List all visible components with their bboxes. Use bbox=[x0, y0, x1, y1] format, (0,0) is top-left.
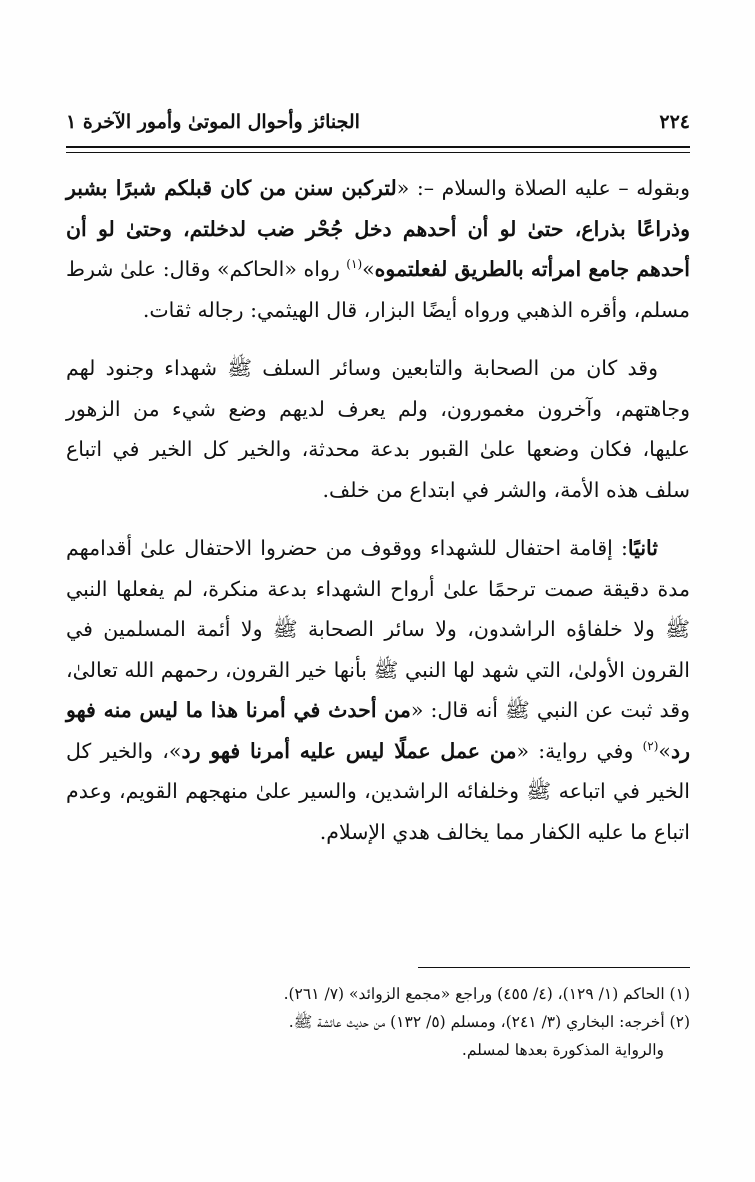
footnote-ref: (١) bbox=[346, 257, 363, 272]
paragraph-hadith bbox=[66, 168, 690, 330]
running-title: الجنائز وأحوال الموتىٰ وأمور الآخرة ١ bbox=[66, 111, 360, 133]
paragraph-salaf: وقد كان من الصحابة والتابعين وسائر السلف ﷺ شهداء وجنود لهم وجاهتهم، وآخرون مغمورون، ولم يعرف لديهم وضع شيء من الزهور عليها، فكان وضعها علىٰ القبور بدعة محدثة، والخير كل الخير في اتباع سلف هذه الأمة، والشر في ابتداع من خلف. bbox=[66, 356, 690, 502]
page-number: ٢٢٤ bbox=[659, 111, 690, 133]
text-run: : إقامة احتفال للشهداء ووقوف من حضروا الاحتفال علىٰ أقدامهم مدة دقيقة صمت ترحمًا علىٰ أرواح الشهداء بدعة منكرة، لم يفعلها النبي ﷺ ولا خلفاؤه الراشدون، ولا سائر الصحابة ﷺ ولا أئمة المسلمين في القرون الأولىٰ، التي شهد لها النبي ﷺ بأنها خير القرون، رحمهم الله تعالىٰ، وقد ثبت عن النبي ﷺ أنه قال: « bbox=[66, 536, 690, 722]
text-run: » bbox=[658, 738, 671, 763]
point-label: ثانيًا bbox=[627, 536, 658, 560]
footnote-2-continued: والرواية المذكورة بعدها لمسلم. bbox=[461, 1041, 664, 1059]
header-rule-thin bbox=[66, 152, 690, 153]
text-run: » bbox=[362, 257, 375, 281]
hadith-quote: من عمل عملًا ليس عليه أمرنا فهو رد bbox=[181, 738, 517, 763]
main-text bbox=[66, 168, 690, 852]
footnote-separator bbox=[418, 967, 690, 968]
text-run: رواه «الحاكم» وقال: علىٰ شرط مسلم، وأقره الذهبي ورواه أيضًا البزار، قال الهيثمي: رجاله ثقات. bbox=[66, 257, 690, 322]
footnote-ref: (٢) bbox=[642, 738, 659, 753]
footnote-1: (١) الحاكم (١/ ١٢٩)، (٤/ ٤٥٥) وراجع «مجمع الزوائد» (٧/ ٢٦١). bbox=[283, 985, 690, 1003]
header-rule-thick bbox=[66, 146, 690, 148]
page-header bbox=[66, 104, 690, 140]
text-run: وفي رواية: « bbox=[516, 738, 643, 763]
text-run: وبقوله – عليه الصلاة والسلام –: « bbox=[396, 176, 690, 200]
text-run: »، والخير كل الخير في اتباعه ﷺ وخلفائه الراشدين، والسير علىٰ منهجهم القويم، وعدم اتباع ما عليه الكفار مما يخالف هدي الإسلام. bbox=[66, 738, 690, 844]
footnote-2: (٢) أخرجه: البخاري (٣/ ٢٤١)، ومسلم (٥/ ١٣٢) من حديث عائشة ﷺ. bbox=[288, 1013, 690, 1031]
footnotes bbox=[66, 980, 690, 1064]
hadith-quote: من أحدث في أمرنا هذا ما ليس منه فهو رد bbox=[66, 698, 690, 763]
hadith-quote: لتركبن سنن من كان قبلكم شبرًا بشبر وذراعًا بذراع، حتىٰ لو أن أحدهم دخل جُحْر ضب لدخلتم، وحتىٰ لو أن أحدهم جامع امرأته بالطريق لفعلتموه bbox=[66, 176, 690, 281]
paragraph-second-point bbox=[66, 528, 690, 852]
